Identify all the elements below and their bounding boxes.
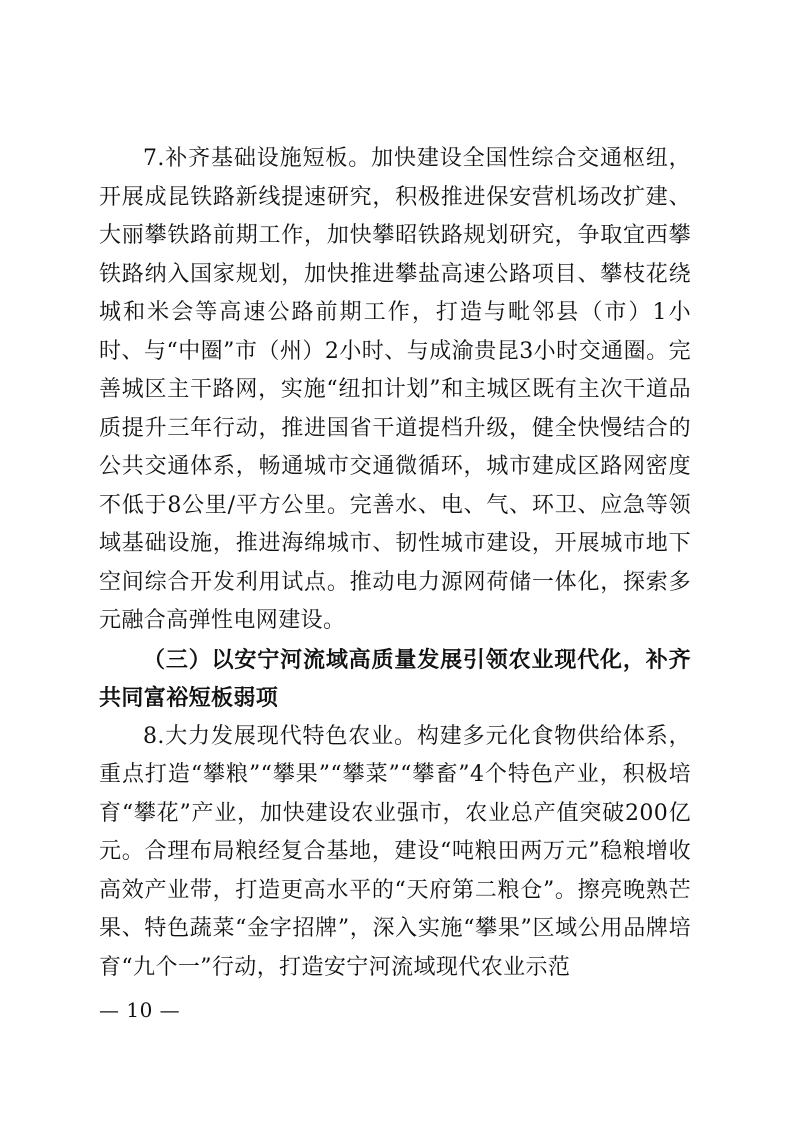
section-heading-agriculture: （三）以安宁河流域高质量发展引领农业现代化，补齐共同富裕短板弱项 [99, 646, 691, 711]
paragraph-infrastructure: 7.补齐基础设施短板。加快建设全国性综合交通枢纽，开展成昆铁路新线提速研究，积极推进保安营机场改扩建、大丽攀铁路前期工作，加快攀昭铁路规划研究，争取宜西攀铁路纳入国家规划，加快推进攀盐高速公路项目、攀枝花绕城和米会等高速公路前期工作，打造与毗邻县（市）1小时、与“中圈”市（州）2小时、与成渝贵昆3小时交通圈。完善城区主干路网，实施“纽扣计划”和主城区既有主次干道品质提升三年行动，推进国省干道提档升级，健全快慢结合的公共交通体系，畅通城市交通微循环，城市建成区路网密度不低于8公里/平方公里。完善水、电、气、环卫、应急等领域基础设施，推进海绵城市、韧性城市建设，开展城市地下空间综合开发利用试点。推动电力源网荷储一体化，探索多元融合高弹性电网建设。 [99, 146, 691, 633]
body-text [99, 140, 691, 987]
paragraph-agriculture: 8.大力发展现代特色农业。构建多元化食物供给体系，重点打造“攀粮”“攀果”“攀菜”“攀畜”4个特色产业，积极培育“攀花”产业，加快建设农业强市，农业总产值突破200亿元。合理布局粮经复合基地，建设“吨粮田两万元”稳粮增收高效产业带，打造更高水平的“天府第二粮仓”。擦亮晚熟芒果、特色蔬菜“金字招牌”，深入实施“攀果”区域公用品牌培育“九个一”行动，打造安宁河流域现代农业示范 [99, 723, 691, 980]
page-number: — 10 — [99, 998, 181, 1022]
